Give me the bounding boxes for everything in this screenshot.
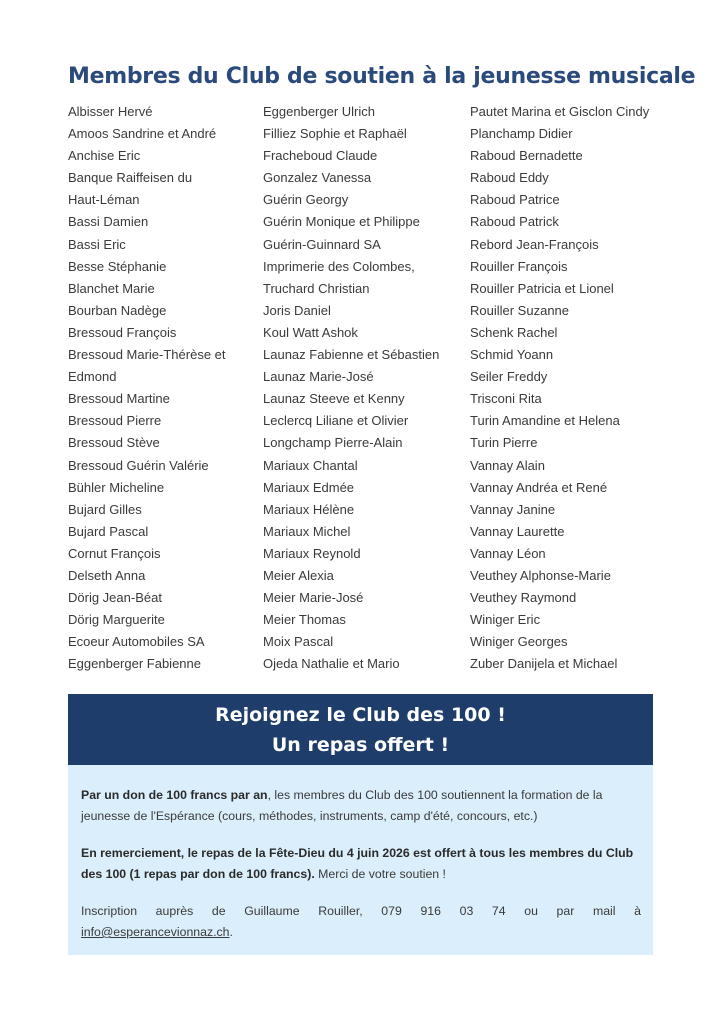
- member-name: Vannay Alain: [470, 457, 545, 473]
- member-name: Vannay Laurette: [470, 523, 565, 539]
- member-name: Raboud Patrick: [470, 214, 559, 230]
- member-name: Besse Stéphanie: [68, 258, 167, 274]
- member-name: Eggenberger Fabienne: [68, 656, 201, 672]
- banner-heading-line-2: Un repas offert !: [271, 733, 450, 756]
- member-name: Mariaux Edmée: [263, 479, 355, 495]
- member-name: Imprimerie des Colombes,: [263, 258, 415, 274]
- member-name: Albisser Hervé: [68, 104, 153, 119]
- member-name: Vannay Andréa et René: [470, 479, 608, 495]
- member-name: Bressoud Pierre: [68, 413, 162, 429]
- member-name: Veuthey Alphonse-Marie: [470, 567, 611, 583]
- member-name: Haut-Léman: [68, 192, 140, 208]
- club-info-panel: [68, 765, 653, 955]
- member-name: Meier Alexia: [263, 567, 334, 583]
- member-name: Rebord Jean-François: [470, 236, 599, 252]
- member-name: Longchamp Pierre-Alain: [263, 435, 403, 451]
- member-name: Raboud Eddy: [470, 170, 549, 186]
- member-name: Bressoud Stève: [68, 435, 160, 451]
- member-name: Schenk Rachel: [470, 324, 558, 340]
- thanks-paragraph: [81, 843, 641, 885]
- member-name: Winiger Eric: [470, 612, 541, 628]
- member-name: Dörig Marguerite: [68, 612, 165, 628]
- member-name: Joris Daniel: [263, 302, 331, 318]
- member-name: Meier Marie-José: [263, 590, 364, 606]
- member-name: Moix Pascal: [263, 634, 334, 650]
- member-name: Bujard Pascal: [68, 523, 149, 539]
- member-name: Leclercq Liliane et Olivier: [263, 413, 409, 429]
- member-name: Mariaux Reynold: [263, 545, 361, 561]
- member-name: Cornut François: [68, 545, 161, 561]
- member-name: Truchard Christian: [263, 280, 370, 296]
- member-name: Bühler Micheline: [68, 479, 165, 495]
- banner-heading-line-1: Rejoignez le Club des 100 !: [215, 703, 506, 726]
- member-name: Turin Amandine et Helena: [470, 413, 620, 429]
- member-name: Pautet Marina et Gisclon Cindy: [470, 104, 650, 119]
- member-name: Rouiller Patricia et Lionel: [470, 280, 614, 296]
- member-name: Mariaux Chantal: [263, 457, 358, 473]
- member-name: Banque Raiffeisen du: [68, 170, 193, 186]
- member-column-3: [470, 101, 649, 675]
- member-name: Vannay Janine: [470, 501, 556, 517]
- member-name: Guérin-Guinnard SA: [263, 236, 381, 252]
- member-name: Raboud Patrice: [470, 192, 560, 208]
- member-name: Delseth Anna: [68, 567, 146, 583]
- member-name: Schmid Yoann: [470, 347, 554, 363]
- member-name: Meier Thomas: [263, 612, 346, 628]
- member-name: Bujard Gilles: [68, 501, 142, 517]
- member-name: Bressoud Guérin Valérie: [68, 457, 209, 473]
- member-name: Blanchet Marie: [68, 280, 155, 296]
- member-name: Koul Watt Ashok: [263, 324, 358, 340]
- member-name: Mariaux Hélène: [263, 501, 355, 517]
- member-name: Ecoeur Automobiles SA: [68, 634, 205, 650]
- member-column-2: [263, 101, 439, 675]
- member-name: Trisconi Rita: [470, 391, 542, 407]
- member-name: Fracheboud Claude: [263, 148, 378, 164]
- member-name: Bassi Eric: [68, 236, 126, 252]
- member-name: Guérin Monique et Philippe: [263, 214, 420, 230]
- thanks-text: Merci de votre soutien !: [314, 867, 446, 881]
- member-name: Vannay Léon: [470, 545, 546, 561]
- member-name: Anchise Eric: [68, 148, 141, 164]
- member-name: Launaz Fabienne et Sébastien: [263, 347, 440, 363]
- member-name: Seiler Freddy: [470, 369, 548, 385]
- member-name: Veuthey Raymond: [470, 590, 577, 606]
- member-name: Dörig Jean-Béat: [68, 590, 162, 606]
- member-name: Mariaux Michel: [263, 523, 351, 539]
- donation-bold: Par un don de 100 francs par an: [81, 788, 268, 802]
- member-name: Ojeda Nathalie et Mario: [263, 656, 400, 672]
- member-name: Planchamp Didier: [470, 126, 573, 142]
- member-name: Guérin Georgy: [263, 192, 349, 208]
- member-name: Winiger Georges: [470, 634, 568, 650]
- member-name: Filliez Sophie et Raphaël: [263, 126, 407, 142]
- member-name: Bressoud François: [68, 324, 177, 340]
- donation-paragraph: [81, 785, 641, 827]
- registration-end: .: [229, 925, 233, 939]
- member-name: Bassi Damien: [68, 214, 149, 230]
- member-name: Bourban Nadège: [68, 302, 167, 318]
- member-name: Amoos Sandrine et André: [68, 126, 217, 142]
- page-title: Membres du Club de soutien à la jeunesse musicale: [68, 64, 696, 89]
- registration-paragraph: [81, 901, 641, 943]
- member-name: Edmond: [68, 369, 117, 385]
- member-name: Launaz Steeve et Kenny: [263, 391, 405, 407]
- member-name: Bressoud Martine: [68, 391, 170, 407]
- member-name: Eggenberger Ulrich: [263, 104, 376, 119]
- member-name: Launaz Marie-José: [263, 369, 374, 385]
- member-name: Rouiller Suzanne: [470, 302, 570, 318]
- member-name: Rouiller François: [470, 258, 568, 274]
- thanks-bold: En remerciement, le repas de la Fête-Dieu du 4 juin 2026 est offert à tous les membres du Club des 100 (1 repas par don de 100 francs).: [81, 846, 634, 881]
- club-banner: [68, 694, 653, 765]
- member-name: Turin Pierre: [470, 435, 538, 451]
- member-name: Raboud Bernadette: [470, 148, 583, 164]
- member-column-1: [68, 101, 226, 675]
- member-name: Gonzalez Vanessa: [263, 170, 372, 186]
- member-name: Bressoud Marie-Thérèse et: [68, 347, 226, 363]
- member-name: Zuber Danijela et Michael: [470, 656, 618, 672]
- registration-text: Inscription auprès de Guillaume Rouiller, 079 916 03 74 ou par mail à: [81, 904, 641, 918]
- donation-text: , les membres du Club des 100 soutiennent la formation de la jeunesse de l'Espérance (cours, méthodes, instruments, camp d'été, concours, etc.): [81, 788, 603, 823]
- email-link[interactable]: info@esperancevionnaz.ch: [81, 925, 230, 939]
